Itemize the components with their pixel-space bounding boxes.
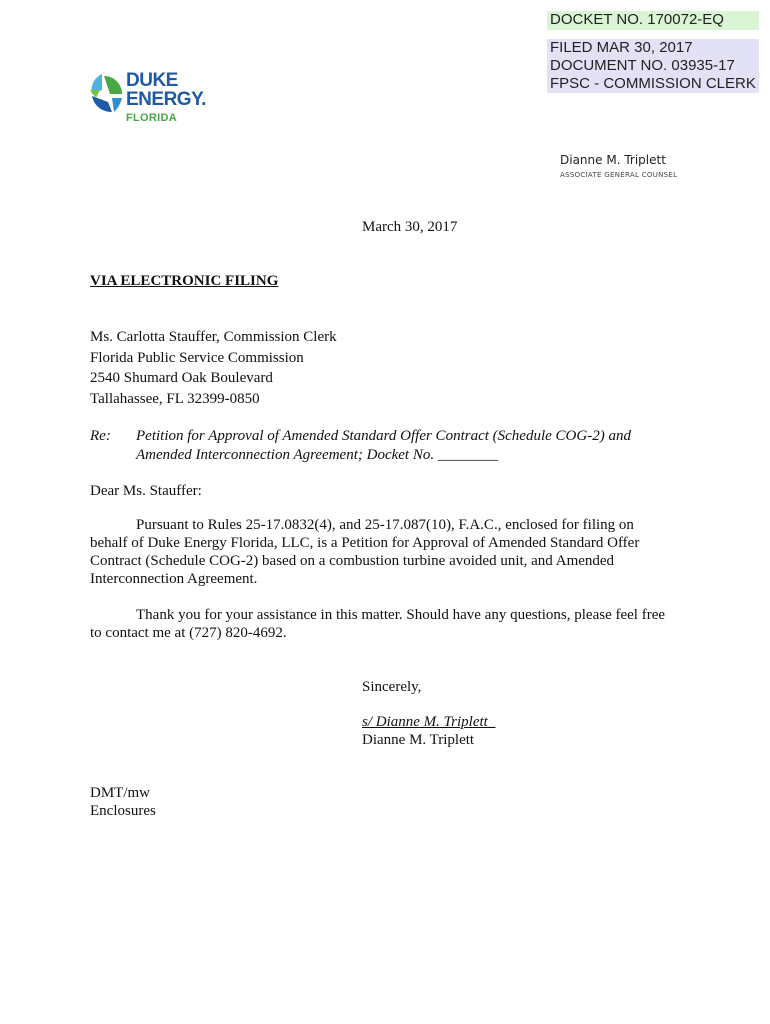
logo-wordmark: DUKE ENERGY.	[126, 70, 206, 110]
logo-region: FLORIDA	[126, 112, 177, 124]
delivery-method: VIA ELECTRONIC FILING	[90, 273, 279, 289]
enclosures-note: Enclosures	[90, 803, 156, 819]
recipient-address	[90, 328, 337, 410]
address-line: Tallahassee, FL 32399-0850	[90, 390, 260, 407]
electronic-signature: s/ Dianne M. Triplett_	[362, 714, 496, 730]
letter-date: March 30, 2017	[362, 219, 458, 235]
signer-name: Dianne M. Triplett	[560, 153, 666, 167]
filing-stamp	[547, 39, 759, 93]
subject-label: Re:	[90, 428, 111, 444]
address-line: Ms. Carlotta Stauffer, Commission Clerk	[90, 329, 337, 345]
subject-line: Petition for Approval of Amended Standard Offer Contract (Schedule COG-2) and Amended Interconnection Agreement; Docket No. ________	[136, 428, 631, 463]
document-number: DOCUMENT NO. 03935-17	[550, 57, 735, 74]
address-line: 2540 Shumard Oak Boulevard	[90, 370, 273, 386]
body-paragraph-1: Pursuant to Rules 25-17.0832(4), and 25-17.087(10), F.A.C., enclosed for filing on behalf of Duke Energy Florida, LLC, is a Petition for Approval of Amended Standard Offer Contract (Schedule COG-2) based on a combustion turbine avoided unit, and Amended Interconnection Agreement.	[90, 517, 640, 587]
salutation: Dear Ms. Stauffer:	[90, 483, 202, 499]
signer-title: ASSOCIATE GENERAL COUNSEL	[560, 171, 678, 179]
body-paragraph-2: Thank you for your assistance in this matter. Should have any questions, please feel free to contact me at (727) 820-4692.	[90, 607, 666, 641]
filed-date: FILED MAR 30, 2017	[550, 39, 693, 56]
commission-clerk: FPSC - COMMISSION CLERK	[550, 75, 756, 92]
typist-initials: DMT/mw	[90, 785, 150, 801]
docket-number-stamp: DOCKET NO. 170072-EQ	[547, 11, 759, 30]
duke-energy-mark-icon	[88, 72, 124, 116]
signature-name: Dianne M. Triplett	[362, 732, 475, 748]
closing: Sincerely,	[362, 679, 422, 695]
duke-energy-logo	[88, 70, 218, 130]
address-line: Florida Public Service Commission	[90, 349, 304, 366]
